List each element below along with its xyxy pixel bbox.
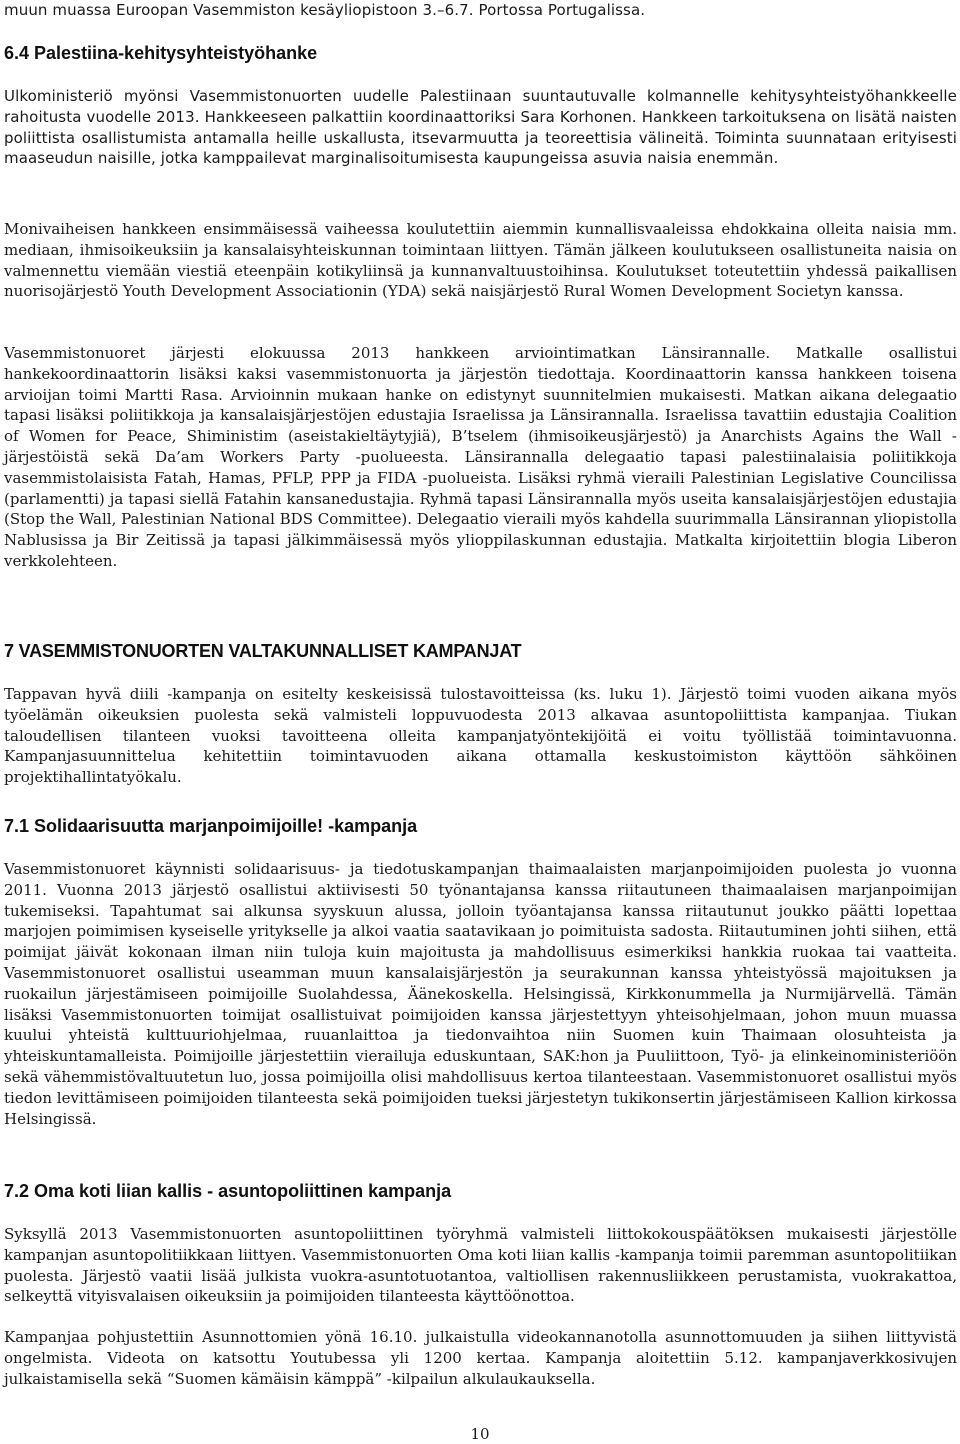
paragraph-text: Vasemmistonuoret käynnisti solidaarisuus- ja tiedotuskampanjan thaimaalaisten marjanpoimijoiden puolesta jo vuonna 2011. Vuonna 2013 järjestö osallistui aktiivisesti 50 työnantajansa kanssa riitautuneen thaimaalaisen marjanpoimijan tukemiseksi. Tapahtumat sai alkunsa syyskuun alussa, jolloin työantajansa kanssa riitautunut joukko päätti lopettaa marjojen poimimisen kyseiselle yritykselle ja alkoi vaatia saatavikaan jo poimituista sadosta. Riitautuminen johti siihen, että poimijat jäivät kokonaan ilman niin tuloja kuin majoitusta ja mahdollisuus esimerkiksi hankkia ruokaa tai vaatteita. Vasemmistonuoret osallistui useamman muun kansalaisjärjestön ja seurakunnan kanssa yhteistyössä majoituksen ja ruokailun järjestämiseen poimijoille Suolahdessa, Äänekoskella. Helsingissä, Kirkkonummella ja Nurmijärvellä. Tämän lisäksi Vasemmistonuorten toimijat osallistuivat poimijoiden kanssa järjestettyyn yhteisohjelmaan, johon muun muassa kuului yhteistä kulttuuriohjelmaa, ruuanlaittoa ja tiedonvaihtoa niin Suomen kuin Thaimaan olosuhteista ja yhteiskuntamalleista. Poimijoille järjestettiin vierailuja eduskuntaan, SAK:hon ja Puuliittoon, Työ- ja elinkeinoministeriöön sekä vähemmistövaltuutetun luo, jossa poimijoilla olisi mahdollisuus kertoa tilanteestaan. Vasemmistonuoret osallistui myös tiedon levittämiseen poimijoiden tilanteesta sekä poimijoiden tueksi järjestetyn tukikonsertin järjestämiseen Kallion kirkossa Helsingissä. bbox=[4, 860, 957, 1128]
paragraph-sentence: Hankkeen tarkoituksena on lisätä naisten poliittista osallistumista antamalla heille uskallusta, itsevarmuutta ja teoreettisia välineitä. Toiminta suunnataan erityisesti maaseudun naisille, jotka kamppailevat marginalisoitumisesta kaupungeissa asuvia naisia enemmän. bbox=[4, 107, 957, 168]
section-6-4-heading: 6.4 Palestiina-kehitysyhteistyöhanke bbox=[4, 43, 318, 63]
paragraph-sentence: Ulkoministeriö myönsi Vasemmistonuorten uudelle Palestiinaan suuntautuvalle kolmannelle kehitysyhteistyöhankkeelle rahoitusta vuodelle 2013. Hankkeeseen palkattiin koordinaattoriksi Sara Korhonen. bbox=[4, 87, 957, 126]
section-7-2-heading: 7.2 Oma koti liian kallis - asuntopoliittinen kampanja bbox=[4, 1181, 452, 1201]
paragraph-text: Kampanjaa pohjustettiin Asunnottomien yönä 16.10. julkaistulla videokannanotolla asunnottomuuden ja siihen liittyvistä ongelmista. Videota on katsottu Youtubessa yli 1200 kertaa. Kampanja aloitettiin 5.12. kampanjaverkkosivujen julkaistamisella sekä “Suomen kämäisin kämppä” -kilpailun alkulaukauksella. bbox=[4, 1328, 957, 1388]
section-7-1-heading: 7.1 Solidaarisuutta marjanpoimijoille! -kampanja bbox=[4, 816, 418, 836]
page-number: 10 bbox=[470, 1425, 490, 1443]
paragraph-text: Vasemmistonuoret järjesti elokuussa 2013 hankkeen arviointimatkan Länsirannalle. Matkalle osallistui hankekoordinaattorin lisäksi kaksi vasemmistonuorta ja järjestön tiedottaja. Koordinaattorin kanssa hankkeen toisena arvioijan toimi Martti Rasa. Arvioinnin mukaan hanke on edistynyt suunnitelmien mukaisesti. Matkan aikana delegaatio tapasi lisäksi poliitikkoja ja kansalaisjärjestöjen edustajia Israelissa ja Länsirannalla. Israelissa tavattiin edustajia Coalition of Women for Peace, Shiministim (aseistakieltäytyjiä), B’tselem (ihmisoikeusjärjestö) ja Anarchists Agains the Wall -järjestöistä sekä Da’am Workers Party -puolueesta. Länsirannalla delegaatio tapasi palestiinalaisia poliitikkoja vasemmistolaisista Fatah, Hamas, PFLP, PPP ja FIDA -puolueista. Lisäksi ryhmä vieraili Palestinian Legislative Councilissa (parlamentti) ja tapasi siellä Fatahin kansanedustajia. Ryhmä tapasi Länsirannalla myös useita kansalaisjärjestöjen edustajia (Stop the Wall, Palestinian National BDS Committee). Delegaatio vieraili myös kahdella suurimmalla Länsirannan yliopistolla Nablusissa ja Bir Zeitissä ja tapasi jälkimmäisessä myös ylioppilaskunnan edustajia. Matkalta kirjoitettiin blogia Liberon verkkolehteen. bbox=[4, 344, 957, 570]
carryover-text: muun muassa Euroopan Vasemmiston kesäyliopistoon 3.–6.7. Portossa Portugalissa. bbox=[4, 1, 646, 19]
section-7-paragraph bbox=[4, 684, 957, 788]
paragraph-text: Tappavan hyvä diili -kampanja on esitelty keskeisissä tulostavoitteissa (ks. luku 1). Järjestö toimi vuoden aikana myös työelämän oikeuksien puolesta sekä valmisteli loppuvuodesta 2013 alkavaa asuntopoliittista kampanjaa. Tiukan taloudellisen tilanteen vuoksi tavoitteena olleita kampanjatyöntekijöitä ei voitu työllistää toimintavuonna. Kampanjasuunnittelua kehitettiin toimintavuoden aikana ottamalla keskustoimiston käyttöön sähköinen projektihallintatyökalu. bbox=[4, 685, 957, 787]
section-7-2-paragraph-1 bbox=[4, 1224, 957, 1307]
section-6-4-paragraph-1 bbox=[4, 86, 957, 169]
paragraph-text bbox=[4, 86, 957, 169]
paragraph-text: Syksyllä 2013 Vasemmistonuorten asuntopoliittinen työryhmä valmisteli liittokokouspäätöksen mukaisesti järjestölle kampanjan asuntopolitiikkaan liittyen. Vasemmistonuorten Oma koti liian kallis -kampanja toimii paremman asuntopolitiikan puolesta. Järjestö vaatii lisää julkista vuokra-asuntotuotantoa, valtiollisen rakennusliikkeen perustamista, vuokrakattoa, selkeyttä vityisvalaisen oikeuksiin ja poimijoiden tilanteesta käyttöönottoa. bbox=[4, 1225, 957, 1306]
section-6-4-paragraph-2 bbox=[4, 219, 957, 302]
section-7-heading: 7 VASEMMISTONUORTEN VALTAKUNNALLISET KAMPANJAT bbox=[4, 641, 522, 661]
section-7-1-paragraph bbox=[4, 859, 957, 1129]
section-7-2-paragraph-2 bbox=[4, 1327, 957, 1389]
paragraph-text: Monivaiheisen hankkeen ensimmäisessä vaiheessa koulutettiin aiemmin kunnallisvaaleissa ehdokkaina olleita naisia mm. mediaan, ihmisoikeuksiin ja kansalaisyhteiskunnan toimintaan liittyen. Tämän jälkeen koulutukseen osallistuneita naisia on valmennettu viemään viestiä eteenpäin kotikyliinsä ja kunnanvaltuustoihinsa. Koulutukset toteutettiin yhdessä paikallisen nuorisojärjestö Youth Development Associationin (YDA) sekä naisjärjestö Rural Women Development Societyn kanssa. bbox=[4, 220, 957, 301]
section-6-4-paragraph-3 bbox=[4, 343, 957, 572]
top-paragraph bbox=[4, 0, 957, 21]
